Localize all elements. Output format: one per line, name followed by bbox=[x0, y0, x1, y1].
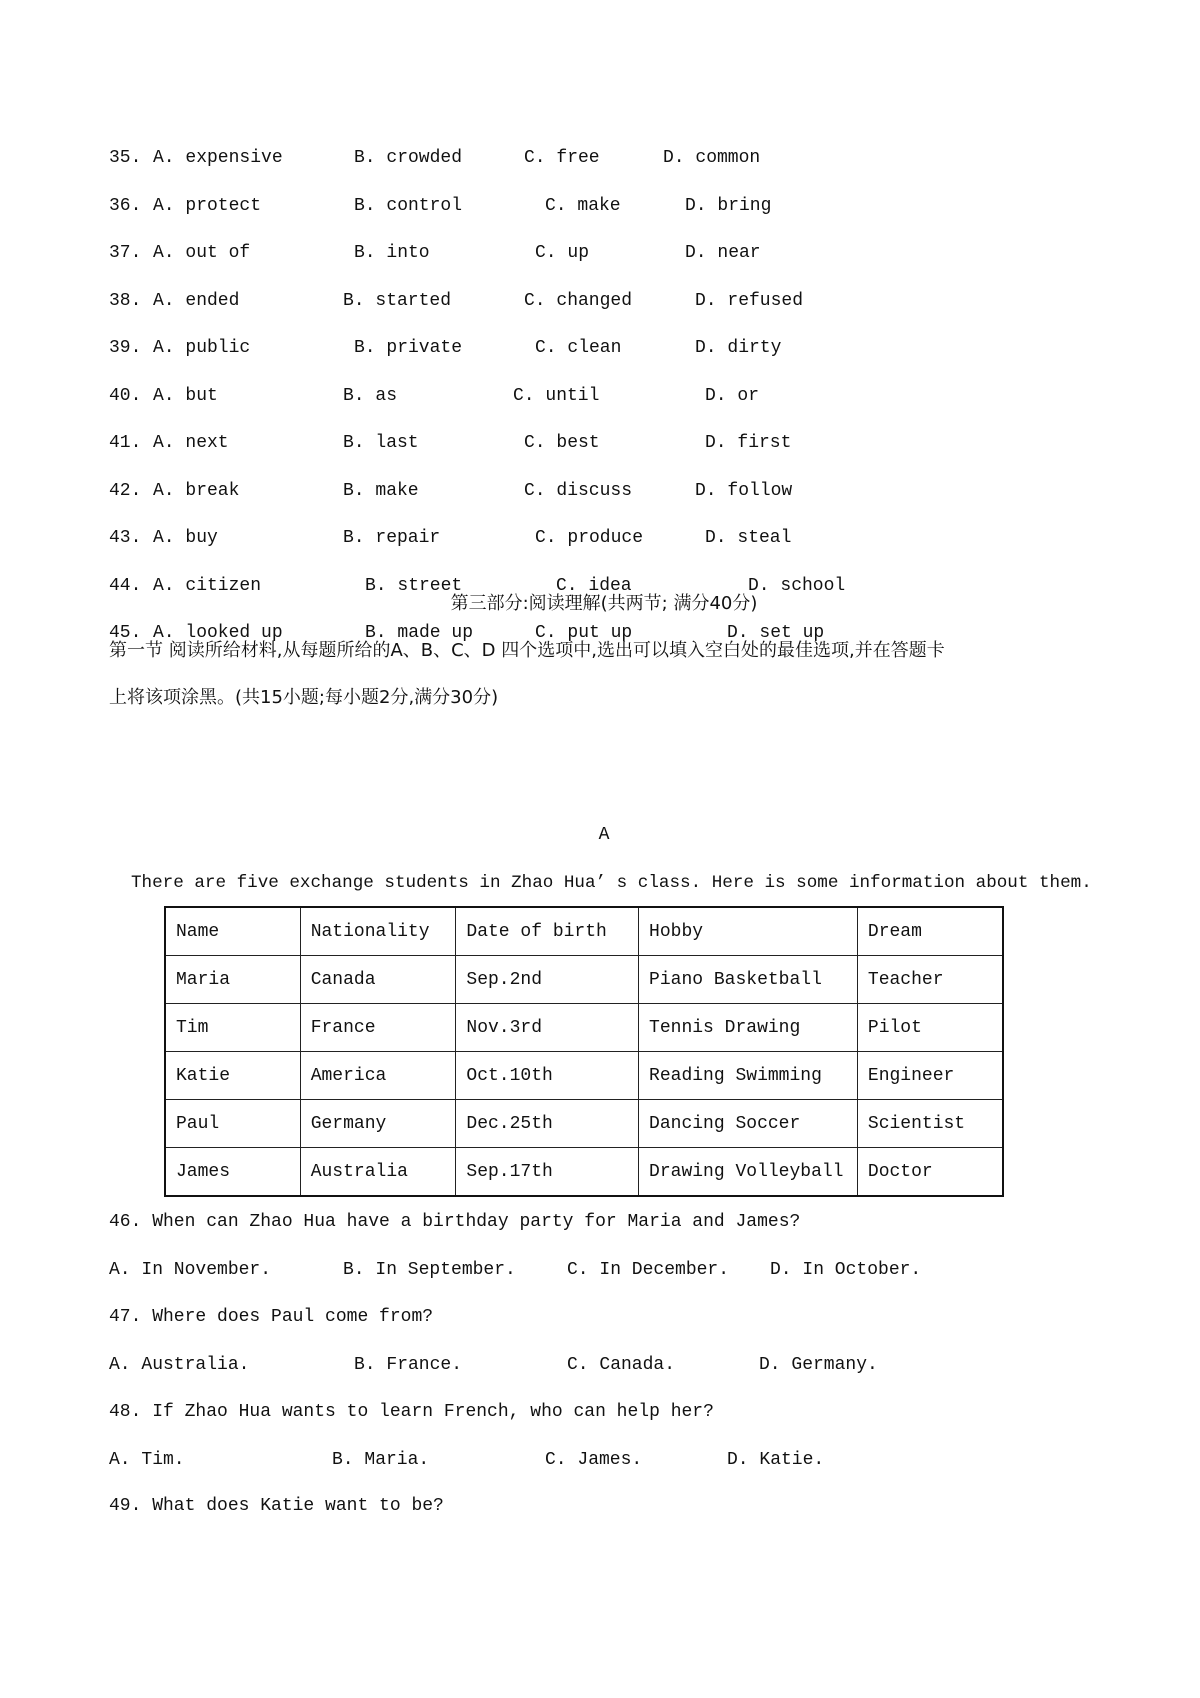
option-b: B. made up bbox=[365, 623, 474, 643]
question-number: 44. bbox=[109, 576, 142, 596]
option-a: A. break bbox=[153, 481, 240, 501]
table-cell: Tim bbox=[165, 1004, 300, 1052]
table-cell: Teacher bbox=[857, 956, 1003, 1004]
question-number: 36. bbox=[109, 196, 142, 216]
option-d: D. common bbox=[663, 148, 761, 168]
option-c: C. In December. bbox=[567, 1260, 730, 1280]
option-b: B. crowded bbox=[354, 148, 463, 168]
table-cell: Paul bbox=[165, 1100, 300, 1148]
option-d: D. dirty bbox=[695, 338, 782, 358]
table-cell: Canada bbox=[300, 956, 456, 1004]
table-cell: Engineer bbox=[857, 1052, 1003, 1100]
table-cell: James bbox=[165, 1148, 300, 1197]
option-c: C. until bbox=[513, 386, 600, 406]
passage-label: A bbox=[598, 825, 610, 845]
table-cell: France bbox=[300, 1004, 456, 1052]
option-c: C. clean bbox=[535, 338, 622, 358]
table-row bbox=[165, 1004, 1003, 1052]
option-a: A. public bbox=[153, 338, 251, 358]
option-d: D. bring bbox=[685, 196, 772, 216]
table-cell: Sep.17th bbox=[456, 1148, 639, 1197]
option-b: B. control bbox=[354, 196, 463, 216]
option-a: A. but bbox=[153, 386, 218, 406]
option-b: B. make bbox=[343, 481, 419, 501]
table-cell: Katie bbox=[165, 1052, 300, 1100]
table-cell: Piano Basketball bbox=[639, 956, 858, 1004]
option-d: D. In October. bbox=[770, 1260, 922, 1280]
option-d: D. refused bbox=[695, 291, 804, 311]
option-c: C. Canada. bbox=[567, 1355, 676, 1375]
question-text: 47. Where does Paul come from? bbox=[109, 1307, 434, 1327]
option-c: C. idea bbox=[556, 576, 632, 596]
option-c: C. discuss bbox=[524, 481, 633, 501]
table-cell: Scientist bbox=[857, 1100, 1003, 1148]
option-a: A. Tim. bbox=[109, 1450, 185, 1470]
table-cell: Oct.10th bbox=[456, 1052, 639, 1100]
question-number: 35. bbox=[109, 148, 142, 168]
option-a: A. In November. bbox=[109, 1260, 272, 1280]
table-header-row bbox=[165, 907, 1003, 956]
option-a: A. out of bbox=[153, 243, 251, 263]
table-cell: Sep.2nd bbox=[456, 956, 639, 1004]
option-d: D. school bbox=[748, 576, 846, 596]
option-b: B. street bbox=[365, 576, 463, 596]
question-number: 39. bbox=[109, 338, 142, 358]
option-a: A. citizen bbox=[153, 576, 262, 596]
table-header-cell: Hobby bbox=[639, 907, 858, 956]
section1-instructions-line2: 上将该项涂黑。(共15小题;每小题2分,满分30分) bbox=[109, 687, 499, 708]
table-cell: Germany bbox=[300, 1100, 456, 1148]
option-d: D. Katie. bbox=[727, 1450, 825, 1470]
question-number: 43. bbox=[109, 528, 142, 548]
option-a: A. looked up bbox=[153, 623, 283, 643]
option-b: B. last bbox=[343, 433, 419, 453]
option-c: C. make bbox=[545, 196, 621, 216]
question-text: 46. When can Zhao Hua have a birthday party for Maria and James? bbox=[109, 1212, 801, 1232]
table-cell: America bbox=[300, 1052, 456, 1100]
option-d: D. first bbox=[705, 433, 792, 453]
question-text: 49. What does Katie want to be? bbox=[109, 1496, 444, 1516]
question-text: 48. If Zhao Hua wants to learn French, who can help her? bbox=[109, 1402, 714, 1422]
table-cell: Nov.3rd bbox=[456, 1004, 639, 1052]
students-table bbox=[164, 906, 1004, 1197]
option-d: D. follow bbox=[695, 481, 793, 501]
question-number: 42. bbox=[109, 481, 142, 501]
table-header-cell: Nationality bbox=[300, 907, 456, 956]
option-b: B. as bbox=[343, 386, 398, 406]
passage-intro: There are five exchange students in Zhao Hua’ s class. Here is some information about them. bbox=[131, 873, 1092, 893]
option-c: C. changed bbox=[524, 291, 633, 311]
table-cell: Tennis Drawing bbox=[639, 1004, 858, 1052]
option-c: C. produce bbox=[535, 528, 644, 548]
table-row bbox=[165, 1052, 1003, 1100]
table-cell: Dancing Soccer bbox=[639, 1100, 858, 1148]
option-c: C. best bbox=[524, 433, 600, 453]
question-number: 41. bbox=[109, 433, 142, 453]
table-row bbox=[165, 956, 1003, 1004]
option-a: A. buy bbox=[153, 528, 218, 548]
question-number: 40. bbox=[109, 386, 142, 406]
table-header-cell: Name bbox=[165, 907, 300, 956]
table-cell: Maria bbox=[165, 956, 300, 1004]
section1-instructions-line1: 第一节 阅读所给材料,从每题所给的A、B、C、D 四个选项中,选出可以填入空白处的最佳选项,并在答题卡 bbox=[109, 640, 945, 661]
table-cell: Reading Swimming bbox=[639, 1052, 858, 1100]
option-b: B. private bbox=[354, 338, 463, 358]
option-c: C. James. bbox=[545, 1450, 643, 1470]
option-b: B. Maria. bbox=[332, 1450, 430, 1470]
option-a: A. next bbox=[153, 433, 229, 453]
part3-title: 第三部分:阅读理解(共两节; 满分40分) bbox=[450, 593, 758, 614]
table-cell: Australia bbox=[300, 1148, 456, 1197]
option-a: A. ended bbox=[153, 291, 240, 311]
table-cell: Drawing Volleyball bbox=[639, 1148, 858, 1197]
option-b: B. repair bbox=[343, 528, 441, 548]
question-number: 37. bbox=[109, 243, 142, 263]
option-b: B. into bbox=[354, 243, 430, 263]
option-b: B. France. bbox=[354, 1355, 463, 1375]
question-number: 45. bbox=[109, 623, 142, 643]
table-header-cell: Dream bbox=[857, 907, 1003, 956]
table-header-cell: Date of birth bbox=[456, 907, 639, 956]
option-c: C. free bbox=[524, 148, 600, 168]
option-d: D. Germany. bbox=[759, 1355, 878, 1375]
option-d: D. set up bbox=[727, 623, 825, 643]
table-cell: Dec.25th bbox=[456, 1100, 639, 1148]
option-d: D. near bbox=[685, 243, 761, 263]
option-d: D. steal bbox=[705, 528, 792, 548]
option-a: A. protect bbox=[153, 196, 262, 216]
table-cell: Pilot bbox=[857, 1004, 1003, 1052]
table-row bbox=[165, 1148, 1003, 1197]
option-c: C. put up bbox=[535, 623, 633, 643]
option-a: A. expensive bbox=[153, 148, 283, 168]
table-cell: Doctor bbox=[857, 1148, 1003, 1197]
option-b: B. In September. bbox=[343, 1260, 516, 1280]
option-b: B. started bbox=[343, 291, 452, 311]
option-c: C. up bbox=[535, 243, 590, 263]
question-number: 38. bbox=[109, 291, 142, 311]
option-a: A. Australia. bbox=[109, 1355, 250, 1375]
table-row bbox=[165, 1100, 1003, 1148]
option-d: D. or bbox=[705, 386, 760, 406]
